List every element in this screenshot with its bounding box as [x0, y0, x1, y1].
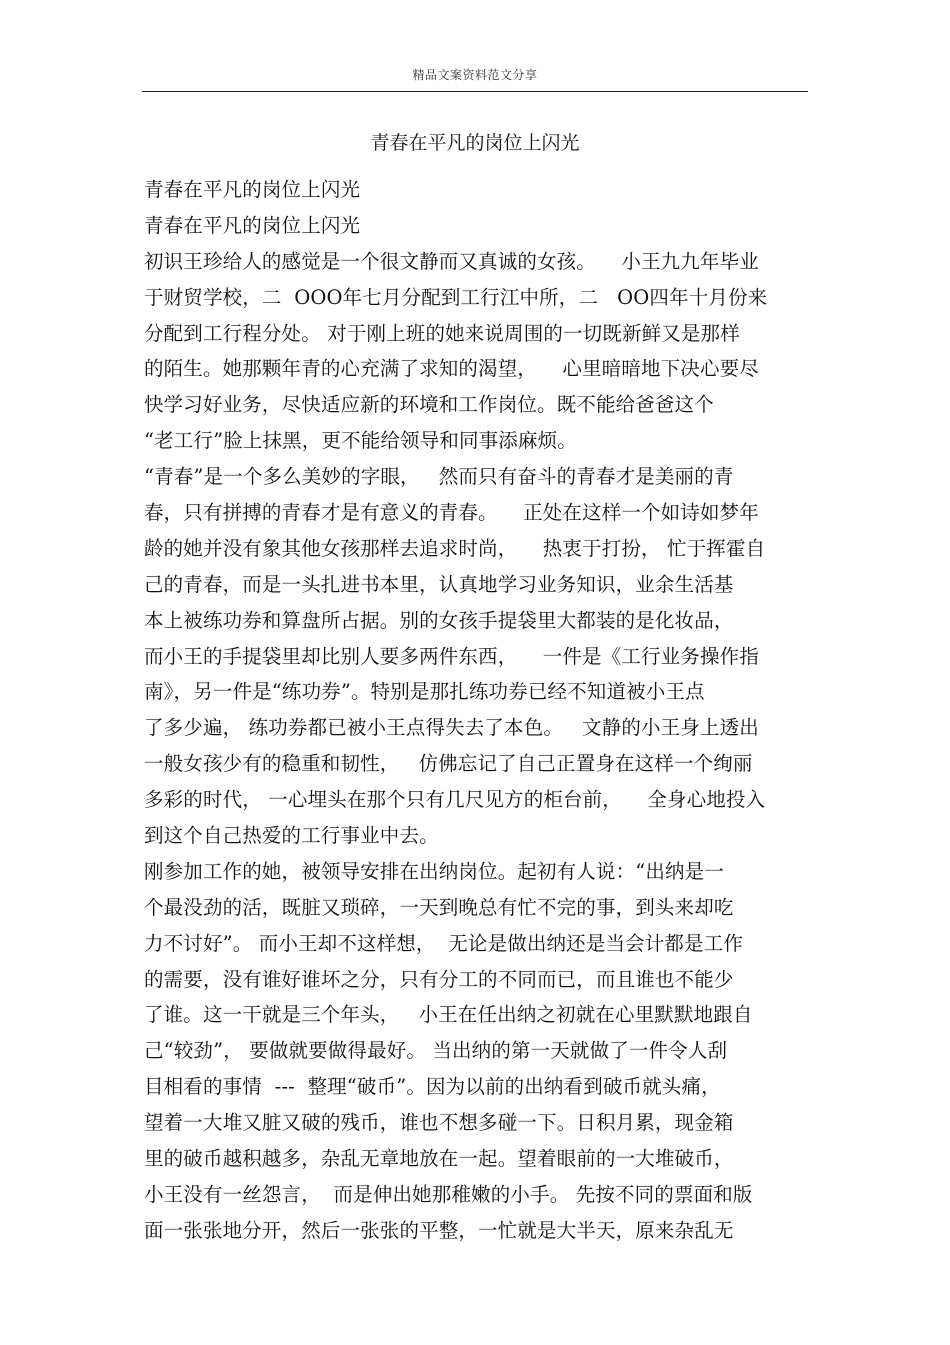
body-line: 个最没劲的活，既脏又琐碎，一天到晚总有忙不完的事，到头来却吃 — [144, 895, 734, 919]
body-line: 里的破币越积越多，杂乱无章地放在一起。望着眼前的一大堆破币， — [144, 1147, 734, 1171]
body-line: 春，只有拼搏的青春才是有意义的青春。 正处在这样一个如诗如梦年 — [144, 501, 759, 525]
body-line: 己“较劲”， 要做就要做得最好。 当出纳的第一天就做了一件令人刮 — [144, 1039, 728, 1063]
header-divider — [142, 91, 808, 92]
body-line: 初识王珍给人的感觉是一个很文静而又真诚的女孩。 小王九九年毕业 — [144, 249, 759, 273]
body-line: 龄的她并没有象其他女孩那样去追求时尚， 热衷于打扮， 忙于挥霍自 — [144, 536, 766, 560]
body-line: 的需要，没有谁好谁坏之分，只有分工的不同而已，而且谁也不能少 — [144, 967, 734, 991]
body-line: 了多少遍， 练功券都已被小王点得失去了本色。 文静的小王身上透出 — [144, 716, 759, 740]
document-body — [144, 172, 808, 1249]
body-line: 快学习好业务，尽快适应新的环境和工作岗位。既不能给爸爸这个 — [144, 393, 714, 417]
body-line: 于财贸学校，二 OOO年七月分配到工行江中所，二 OO四年十月份来 — [144, 285, 768, 309]
body-line: 的陌生。她那颗年青的心充满了求知的渴望， 心里暗暗地下决心要尽 — [144, 357, 759, 381]
page-header: 精品文案资料范文分享 — [412, 68, 538, 82]
body-line: “老工行”脸上抹黑，更不能给领导和同事添麻烦。 — [144, 429, 577, 453]
body-line: 望着一大堆又脏又破的残币，谁也不想多碰一下。日积月累，现金箱 — [144, 1111, 734, 1135]
body-line: 分配到工行程分处。 对于刚上班的她来说周围的一切既新鲜又是那样 — [144, 321, 740, 345]
body-line: 青春在平凡的岗位上闪光 — [144, 213, 361, 237]
body-line: “青春”是一个多么美妙的字眼， 然而只有奋斗的青春才是美丽的青 — [144, 465, 734, 489]
document-title: 青春在平凡的岗位上闪光 — [370, 132, 580, 154]
body-line: 本上被练功券和算盘所占据。别的女孩手提袋里大都装的是化妆品， — [144, 608, 734, 632]
body-line: 而小王的手提袋里却比别人要多两件东西， 一件是《工行业务操作指 — [144, 644, 759, 668]
body-line: 青春在平凡的岗位上闪光 — [144, 178, 361, 201]
body-line: 南》，另一件是“练功券”。特别是那扎练功券已经不知道被小王点 — [144, 680, 705, 704]
body-line: 一般女孩少有的稳重和韧性， 仿佛忘记了自己正置身在这样一个绚丽 — [144, 752, 753, 776]
body-line: 小王没有一丝怨言， 而是伸出她那稚嫩的小手。 先按不同的票面和版 — [144, 1182, 753, 1206]
body-line: 己的青春，而是一头扎进书本里，认真地学习业务知识，业余生活基 — [144, 572, 734, 596]
body-line: 了谁。这一干就是三个年头， 小王在任出纳之初就在心里默默地跟自 — [144, 1003, 753, 1027]
body-line: 到这个自己热爱的工行事业中去。 — [144, 824, 439, 848]
body-line: 面一张张地分开，然后一张张的平整，一忙就是大半天，原来杂乱无 — [144, 1218, 734, 1242]
body-line: 多彩的时代， 一心埋头在那个只有几尺见方的柜台前， 全身心地投入 — [144, 788, 766, 812]
body-line: 力不讨好”。 而小王却不这样想， 无论是做出纳还是当会计都是工作 — [144, 931, 744, 955]
body-line: 刚参加工作的她，被领导安排在出纳岗位。起初有人说：“出纳是一 — [144, 859, 724, 883]
body-line: 目相看的事情 --- 整理“破币”。因为以前的出纳看到破币就头痛， — [144, 1075, 721, 1099]
